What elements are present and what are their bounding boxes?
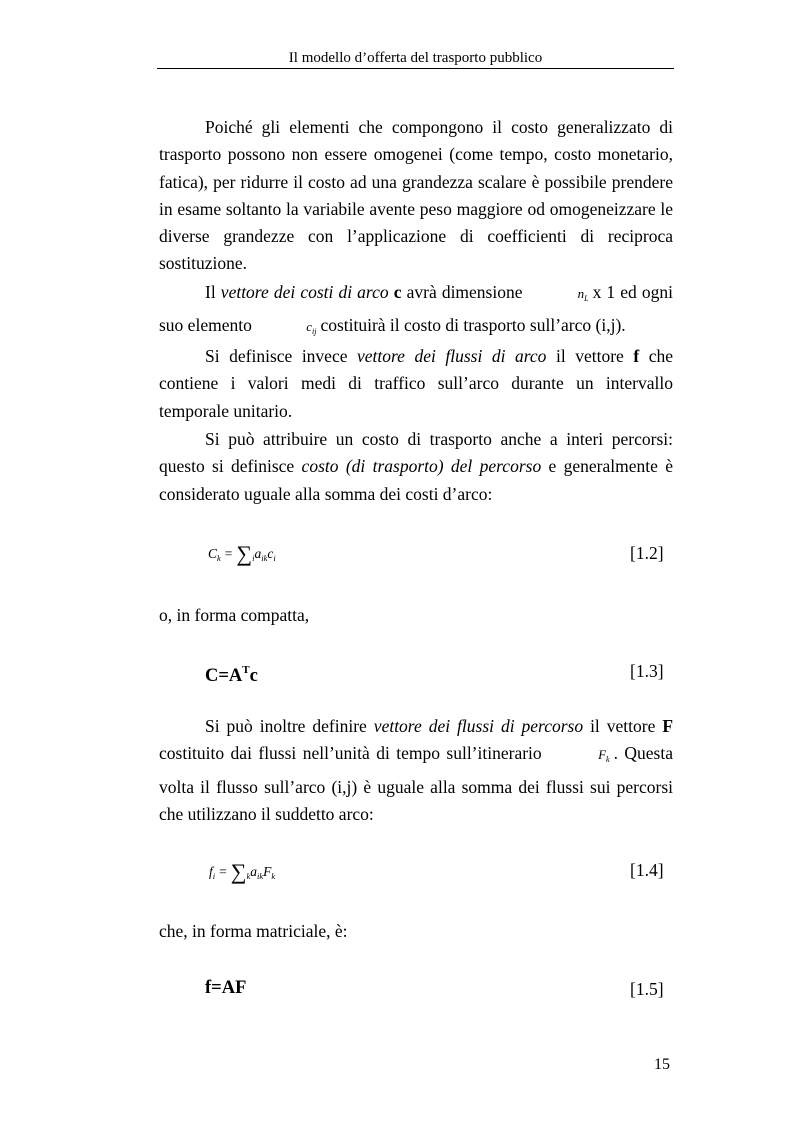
paragraph-generalized-cost: Poiché gli elementi che compongono il costo generalizzato di trasporto possono non essere omogenei (come tempo, costo monetario, fatica), per ridurre il costo ad una grandezza scalare è possibile prendere in esame soltanto la variabile avente peso maggiore od omogeneizzare le diverse grandezze con l’applicazione di coefficienti di reciproca sostituzione. [159, 117, 673, 274]
paragraph-path-cost [159, 426, 673, 508]
text-run: Si può inoltre definire [205, 716, 374, 736]
equation-number: [1.3] [630, 661, 664, 681]
text-run: costituito dai flussi nell’unità di tempo sull’itinerario [159, 743, 549, 764]
symbol-vector-c: c [393, 282, 402, 302]
term-arc-flow-vector: vettore dei flussi di arco [357, 346, 547, 366]
page-number: 15 [654, 1056, 670, 1073]
symbol-n-L: $n_L$ [577, 286, 589, 303]
equation-number: [1.5] [630, 979, 664, 999]
equation-1-2-formula: $C_k = \sum_ia_{ik}c_i$ [208, 541, 276, 566]
paragraph-matrix-form: che, in forma matriciale, è: [159, 921, 348, 941]
equation-1-2 [208, 541, 276, 569]
header-divider [157, 68, 674, 69]
text-run: costituirà il costo di trasporto sull’arco (i,j). [320, 315, 626, 336]
equation-1-3-formula: $C=A^Tc$ [205, 664, 258, 686]
equation-number: [1.2] [630, 543, 664, 563]
text-run: che contiene i valori medi di traffico sull’arco durante un intervallo temporale unitario. [159, 346, 673, 421]
text-run: il vettore [583, 716, 663, 736]
equation-1-3 [205, 659, 258, 687]
text-run: . Questa volta il flusso sull’arco (i,j) è uguale alla somma dei flussi sui percorsi che utilizzano il suddetto arco: [159, 743, 673, 824]
term-path-flow-vector: vettore dei flussi di percorso [373, 716, 584, 736]
paragraph-path-flow-vector [159, 713, 673, 828]
equation-number: [1.4] [630, 860, 664, 880]
text-run: x 1 ed ogni suo elemento [159, 282, 673, 336]
paragraph-arc-cost-vector [159, 279, 673, 346]
text-run: il vettore [546, 346, 634, 366]
running-header: Il modello d’offerta del trasporto pubblico [288, 50, 543, 66]
symbol-vector-f: f [633, 346, 640, 366]
term-path-cost: costo (di trasporto) del percorso [301, 456, 542, 477]
symbol-vector-F: F [662, 716, 674, 736]
symbol-c-ij: $c_{ij}$ [306, 319, 317, 337]
text-run: e generalmente è considerato uguale alla somma dei costi d’arco: [159, 456, 673, 504]
equation-1-4 [209, 859, 275, 887]
text-run: Si può attribuire un costo di trasporto anche a interi percorsi: questo si definisce [159, 429, 673, 477]
paragraph-arc-flow-vector [159, 343, 673, 425]
symbol-F-k: $F_k$ [598, 747, 610, 765]
equation-1-4-formula: $f_i = \sum_ka_{ik}F_k$ [209, 859, 276, 884]
paragraph-compact-form: o, in forma compatta, [159, 605, 310, 625]
equation-1-5 [205, 976, 246, 999]
term-arc-cost-vector: vettore dei costi di arco [220, 282, 389, 302]
text-run: avrà dimensione [401, 282, 528, 302]
text-run: Si definisce invece [205, 346, 358, 366]
text-run: Il [205, 282, 221, 302]
equation-1-5-formula: f=AF [205, 978, 247, 998]
